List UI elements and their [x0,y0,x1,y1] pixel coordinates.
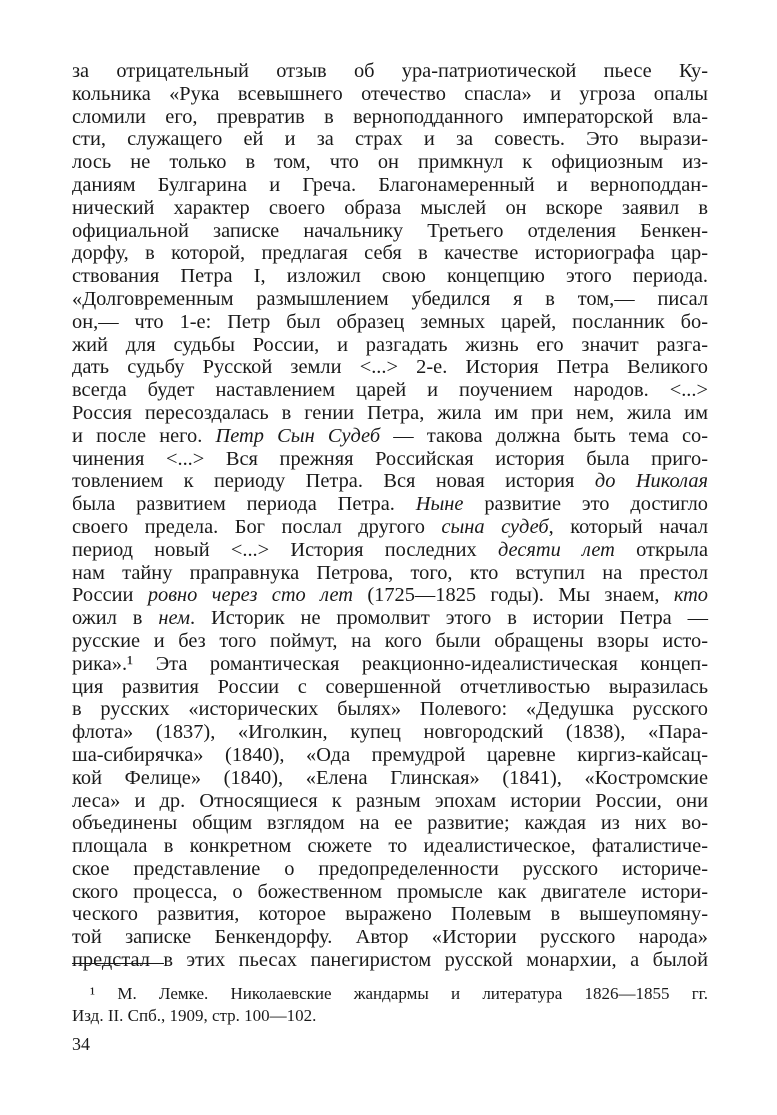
text-line: ствования Петра I, изложил свою концепцию этого периода. [72,265,708,288]
text-line: лось не только в том, что он примкнул к официозным из- [72,151,708,174]
italic-phrase: нем [158,607,190,630]
page-number: 34 [72,1034,90,1054]
text-segment: — такова должна быть тема со- [380,424,709,447]
text-line: ское представление о предопределенности русского историче- [72,857,708,880]
italic-phrase: сына судеб [441,515,549,538]
text-line: ческого развития, которое выражено Полевым в вышеупомяну- [72,903,708,926]
footnote [72,983,708,1027]
text-segment: своего предела. Бог послал другого [72,515,442,538]
text-line: «Долговременным размышлением убедился я в том,— писал [72,287,708,310]
text-line [72,539,708,562]
italic-phrase: Ныне [415,493,464,516]
text-line [72,607,708,630]
text-line: кой Фелице» (1840), «Елена Глинская» (1841), «Костромские [72,766,708,789]
text-line: Россия пересоздалась в гении Петра, жила им при нем, жила им [72,401,708,424]
text-line: объединены общим взглядом на ее развитие; каждая из них во- [72,812,708,835]
text-line [72,425,708,448]
text-segment: ожил в [72,607,159,630]
footnote-divider [72,963,164,964]
text-line: нам тайну праправнука Петрова, того, кто вступил на престол [72,561,708,584]
text-line: ция развития России с совершенной отчетливостью выразилась [72,675,708,698]
text-line: русские и без того поймут, на кого были обращены взоры исто- [72,629,708,652]
text-line: в русских «исторических былях» Полевого: «Дедушка русского [72,698,708,721]
text-line: ского процесса, о божественном промысле как двигателе истори- [72,880,708,903]
text-segment: была развитием периода Петра. [72,493,416,516]
text-line: сти, служащего ей и за страх и за совесть. Это вырази- [72,128,708,151]
italic-phrase: Петр Сын Судеб [215,424,381,447]
text-segment: . Историк не промолвит этого в истории Петра — [190,607,709,630]
text-line [72,516,708,539]
text-line: даниям Булгарина и Греча. Благонамеренный и верноподдан- [72,173,708,196]
italic-phrase: кто [673,584,709,607]
text-line: той записке Бенкендорфу. Автор «Истории русского народа» [72,926,708,949]
italic-phrase: ровно через сто лет [147,584,353,607]
text-line: предстал в этих пьесах панегиристом русской монархии, а былой [72,949,708,972]
footnote-line: Изд. II. Спб., 1909, стр. 100—102. [72,1006,317,1025]
text-line: чинения <...> Вся прежняя Российская история была приго- [72,447,708,470]
text-line: кольника «Рука всевышнего отечество спасла» и угроза опалы [72,82,708,105]
text-line [72,584,708,607]
text-line: жий для судьбы России, и разгадать жизнь его значит разга- [72,333,708,356]
text-segment: (1725—1825 годы). Мы знаем, [353,584,674,607]
text-segment: товлением к периоду Петра. Вся новая история [72,470,595,493]
text-line: нический характер своего образа мыслей он вскоре заявил в [72,196,708,219]
text-segment: открыла [614,538,709,561]
text-segment: развитие это достигло [463,493,708,516]
text-segment: , который начал [548,515,709,538]
text-line [72,493,708,516]
text-line: официальной записке начальнику Третьего отделения Бенкен- [72,219,708,242]
text-line: сломили его, превратив в верноподданного императорской вла- [72,105,708,128]
text-line: площала в конкретном сюжете то идеалистическое, фаталистиче- [72,835,708,858]
text-line: дать судьбу Русской земли <...> 2-е. История Петра Великого [72,356,708,379]
text-line: он,— что 1-е: Петр был образец земных царей, посланник бо- [72,310,708,333]
text-segment: период новый <...> История последних [72,538,498,561]
text-line: леса» и др. Относящиеся к разным эпохам истории России, они [72,789,708,812]
italic-phrase: до Николая [594,470,708,493]
text-line: дорфу, в которой, предлагая себя в качестве историографа цар- [72,242,708,265]
main-text [72,60,708,972]
text-line: флота» (1837), «Иголкин, купец новгородский (1838), «Пара- [72,721,708,744]
text-line: ша-сибирячка» (1840), «Ода премудрой царевне киргиз-кайсац- [72,743,708,766]
text-segment: России [72,584,148,607]
footnote-line: ¹ М. Лемке. Николаевские жандармы и литература 1826—1855 гг. [90,984,708,1003]
text-line [72,470,708,493]
text-segment: и после него. [72,424,216,447]
text-line: всегда будет наставлением царей и поучением народов. <...> [72,379,708,402]
text-line: за отрицательный отзыв об ура-патриотической пьесе Ку- [72,60,708,82]
italic-phrase: десяти лет [497,538,615,561]
text-line: рика».¹ Эта романтическая реакционно-идеалистическая концеп- [72,652,708,675]
